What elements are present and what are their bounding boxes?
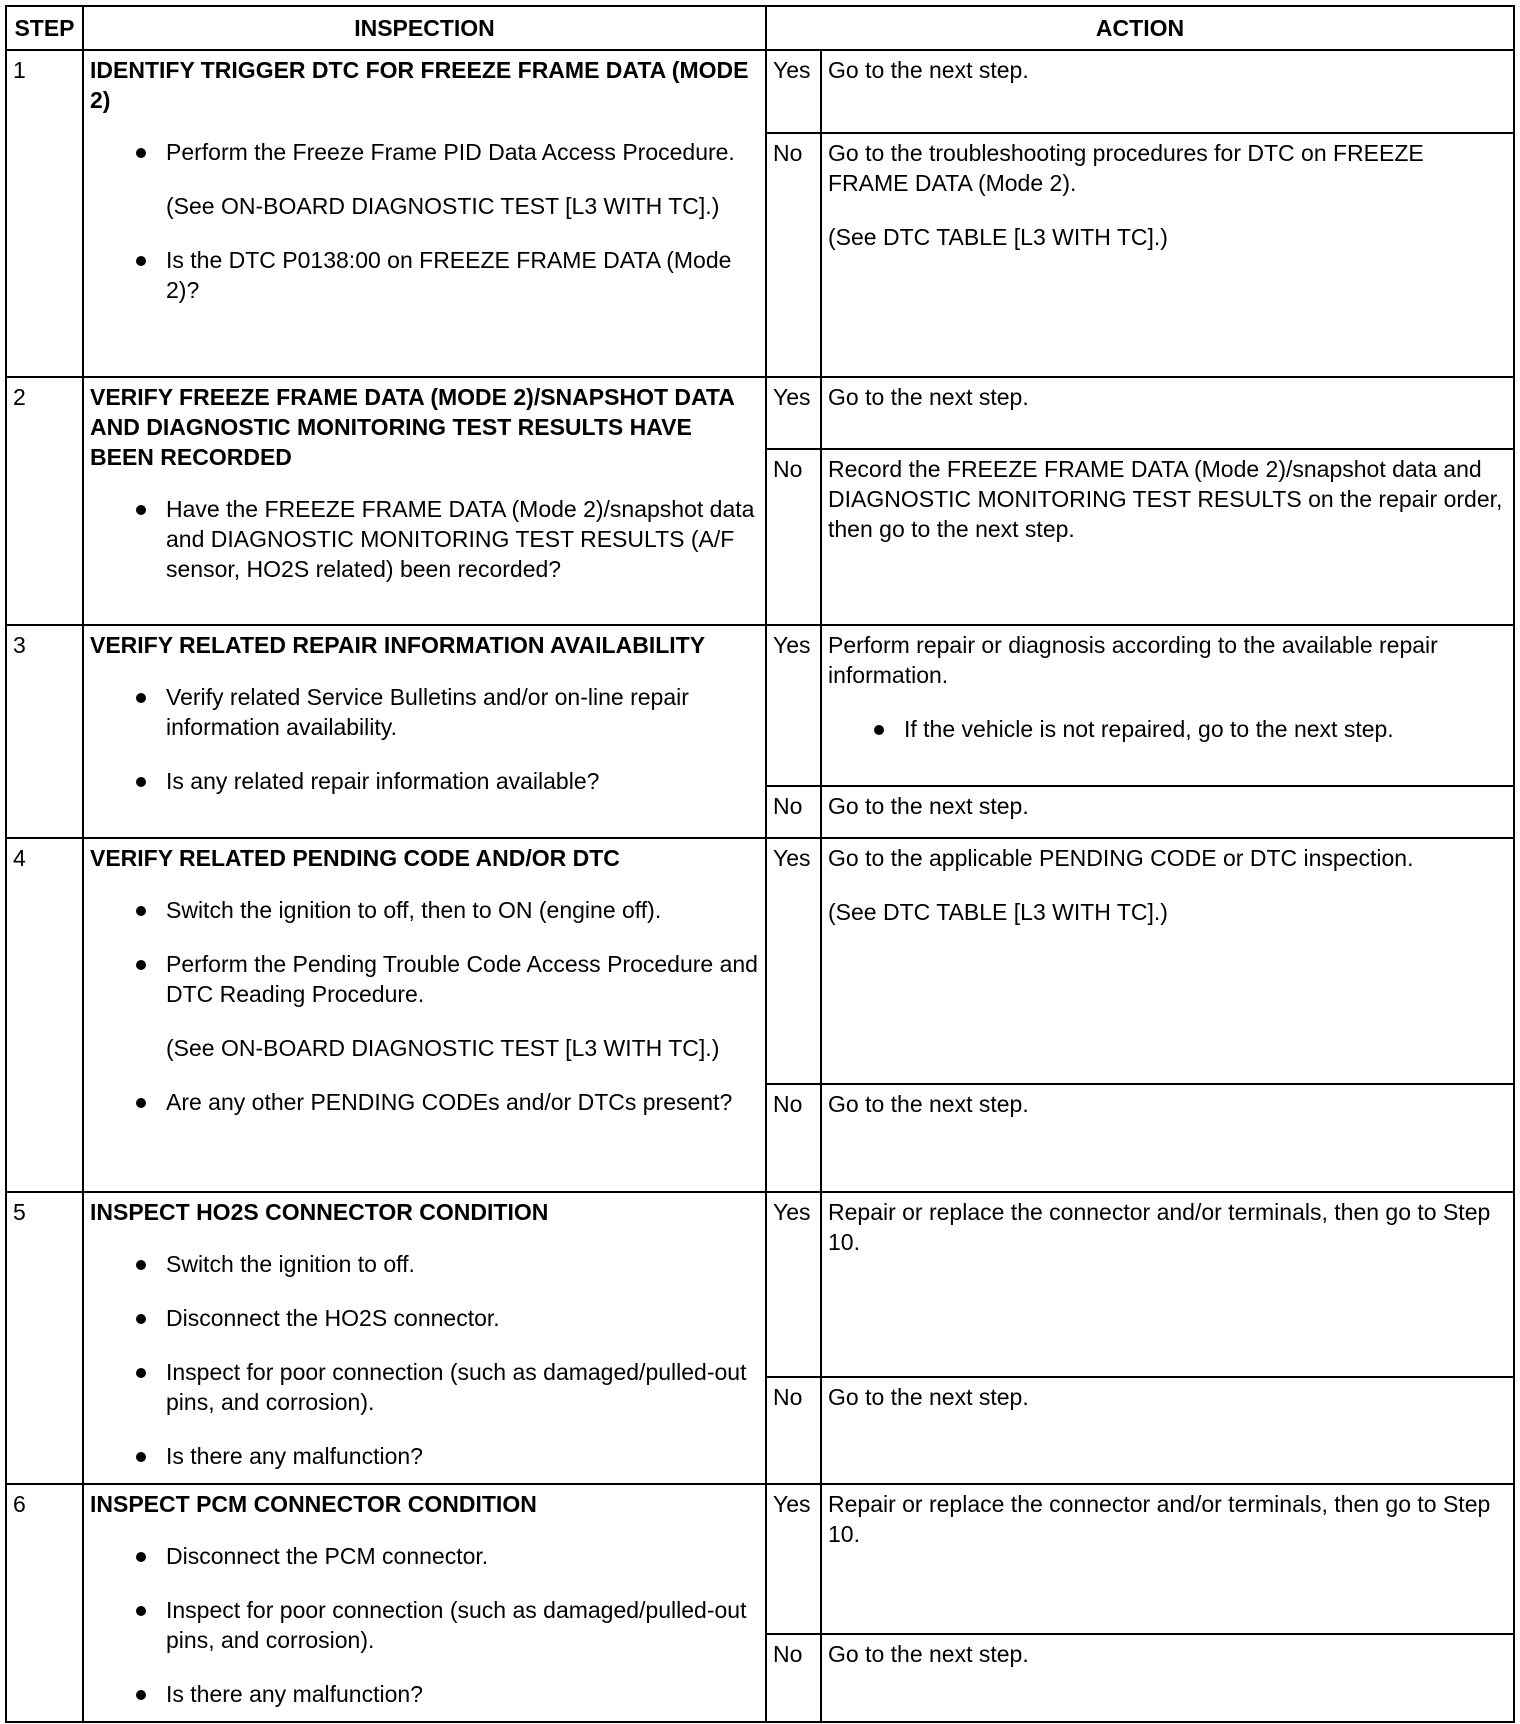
inspection-list — [90, 137, 759, 167]
inspection-item: Inspect for poor connection (such as damaged/pulled-out pins, and corrosion). — [90, 1357, 759, 1417]
yes-action: Go to the applicable PENDING CODE or DTC inspection. (See DTC TABLE [L3 WITH TC].) — [821, 838, 1514, 1084]
step-inspection — [83, 838, 766, 1192]
yes-action: Repair or replace the connector and/or terminals, then go to Step 10. — [821, 1484, 1514, 1634]
header-action: ACTION — [766, 6, 1514, 50]
step-6-yes-row — [6, 1484, 1514, 1634]
no-action: Go to the next step. — [821, 1084, 1514, 1192]
no-label: No — [766, 1084, 821, 1192]
step-title: VERIFY FREEZE FRAME DATA (MODE 2)/SNAPSHOT DATA AND DIAGNOSTIC MONITORING TEST RESULTS HAVE BEEN RECORDED — [90, 384, 735, 470]
step-title: IDENTIFY TRIGGER DTC FOR FREEZE FRAME DATA (MODE 2) — [90, 57, 749, 113]
reference-note: (See DTC TABLE [L3 WITH TC].) — [828, 899, 1168, 925]
no-label: No — [766, 133, 821, 377]
action-list — [828, 714, 1507, 744]
bullet-icon — [136, 148, 146, 158]
step-number: 1 — [6, 50, 83, 377]
yes-action: Repair or replace the connector and/or terminals, then go to Step 10. — [821, 1192, 1514, 1377]
bullet-icon — [136, 1260, 146, 1270]
step-title: INSPECT PCM CONNECTOR CONDITION — [90, 1491, 537, 1517]
no-action: Record the FREEZE FRAME DATA (Mode 2)/snapshot data and DIAGNOSTIC MONITORING TEST RESULTS on the repair order, then go to the next step. — [821, 449, 1514, 625]
inspection-list — [90, 1541, 759, 1709]
bullet-icon — [136, 1552, 146, 1562]
diagnostic-procedure-table — [5, 5, 1515, 1723]
reference-note: (See DTC TABLE [L3 WITH TC].) — [828, 224, 1168, 250]
step-2-yes-row — [6, 377, 1514, 449]
inspection-item: Is there any malfunction? — [90, 1679, 759, 1709]
step-4-yes-row — [6, 838, 1514, 1084]
bullet-icon — [136, 505, 146, 515]
no-label: No — [766, 1377, 821, 1484]
yes-label: Yes — [766, 625, 821, 786]
step-title: INSPECT HO2S CONNECTOR CONDITION — [90, 1199, 549, 1225]
bullet-icon — [136, 1098, 146, 1108]
header-inspection: INSPECTION — [83, 6, 766, 50]
inspection-list — [90, 895, 759, 1009]
inspection-item: Verify related Service Bulletins and/or on-line repair information availability. — [90, 682, 759, 742]
step-inspection — [83, 50, 766, 377]
inspection-item: Perform the Pending Trouble Code Access Procedure and DTC Reading Procedure. — [90, 949, 759, 1009]
inspection-item: Disconnect the PCM connector. — [90, 1541, 759, 1571]
bullet-icon — [136, 906, 146, 916]
inspection-item: Is the DTC P0138:00 on FREEZE FRAME DATA (Mode 2)? — [90, 245, 759, 305]
bullet-icon — [136, 1314, 146, 1324]
inspection-item: Have the FREEZE FRAME DATA (Mode 2)/snapshot data and DIAGNOSTIC MONITORING TEST RESULTS (A/F sensor, HO2S related) been recorded? — [90, 494, 759, 584]
yes-action: Perform repair or diagnosis according to the available repair information. If the vehicle is not repaired, go to the next step. — [821, 625, 1514, 786]
step-1-yes-row — [6, 50, 1514, 133]
bullet-icon — [136, 256, 146, 266]
yes-label: Yes — [766, 50, 821, 133]
step-inspection — [83, 625, 766, 838]
bullet-icon — [136, 1368, 146, 1378]
header-row — [6, 6, 1514, 50]
bullet-icon — [136, 1452, 146, 1462]
no-action: Go to the next step. — [821, 1377, 1514, 1484]
bullet-icon — [136, 1690, 146, 1700]
step-number: 2 — [6, 377, 83, 625]
inspection-item: Inspect for poor connection (such as damaged/pulled-out pins, and corrosion). — [90, 1595, 759, 1655]
bullet-icon — [874, 725, 884, 735]
inspection-list — [90, 1087, 759, 1117]
no-action: Go to the troubleshooting procedures for DTC on FREEZE FRAME DATA (Mode 2). (See DTC TABLE [L3 WITH TC].) — [821, 133, 1514, 377]
step-inspection — [83, 377, 766, 625]
step-number: 5 — [6, 1192, 83, 1484]
step-3-yes-row — [6, 625, 1514, 786]
no-action: Go to the next step. — [821, 786, 1514, 838]
reference-note: (See ON-BOARD DIAGNOSTIC TEST [L3 WITH TC].) — [166, 1035, 720, 1061]
inspection-item: Switch the ignition to off, then to ON (engine off). — [90, 895, 759, 925]
bullet-icon — [136, 693, 146, 703]
step-number: 3 — [6, 625, 83, 838]
inspection-item: Is any related repair information available? — [90, 766, 759, 796]
inspection-item: Switch the ignition to off. — [90, 1249, 759, 1279]
inspection-list — [90, 682, 759, 796]
inspection-item: Is there any malfunction? — [90, 1441, 759, 1471]
no-label: No — [766, 449, 821, 625]
no-action: Go to the next step. — [821, 1634, 1514, 1722]
yes-label: Yes — [766, 1192, 821, 1377]
inspection-list — [90, 494, 759, 584]
yes-label: Yes — [766, 1484, 821, 1634]
step-number: 6 — [6, 1484, 83, 1722]
yes-label: Yes — [766, 377, 821, 449]
step-inspection — [83, 1192, 766, 1484]
yes-action: Go to the next step. — [821, 50, 1514, 133]
step-title: VERIFY RELATED PENDING CODE AND/OR DTC — [90, 845, 620, 871]
no-label: No — [766, 786, 821, 838]
step-5-yes-row — [6, 1192, 1514, 1377]
no-label: No — [766, 1634, 821, 1722]
inspection-list — [90, 1249, 759, 1471]
bullet-icon — [136, 1606, 146, 1616]
step-number: 4 — [6, 838, 83, 1192]
inspection-item: Perform the Freeze Frame PID Data Access Procedure. — [90, 137, 759, 167]
reference-note: (See ON-BOARD DIAGNOSTIC TEST [L3 WITH TC].) — [166, 193, 720, 219]
inspection-item: Disconnect the HO2S connector. — [90, 1303, 759, 1333]
step-title: VERIFY RELATED REPAIR INFORMATION AVAILABILITY — [90, 632, 706, 658]
step-inspection — [83, 1484, 766, 1722]
yes-action: Go to the next step. — [821, 377, 1514, 449]
action-item: If the vehicle is not repaired, go to the next step. — [828, 714, 1507, 744]
inspection-list — [90, 245, 759, 305]
inspection-item: Are any other PENDING CODEs and/or DTCs present? — [90, 1087, 759, 1117]
yes-label: Yes — [766, 838, 821, 1084]
bullet-icon — [136, 777, 146, 787]
bullet-icon — [136, 960, 146, 970]
header-step: STEP — [6, 6, 83, 50]
